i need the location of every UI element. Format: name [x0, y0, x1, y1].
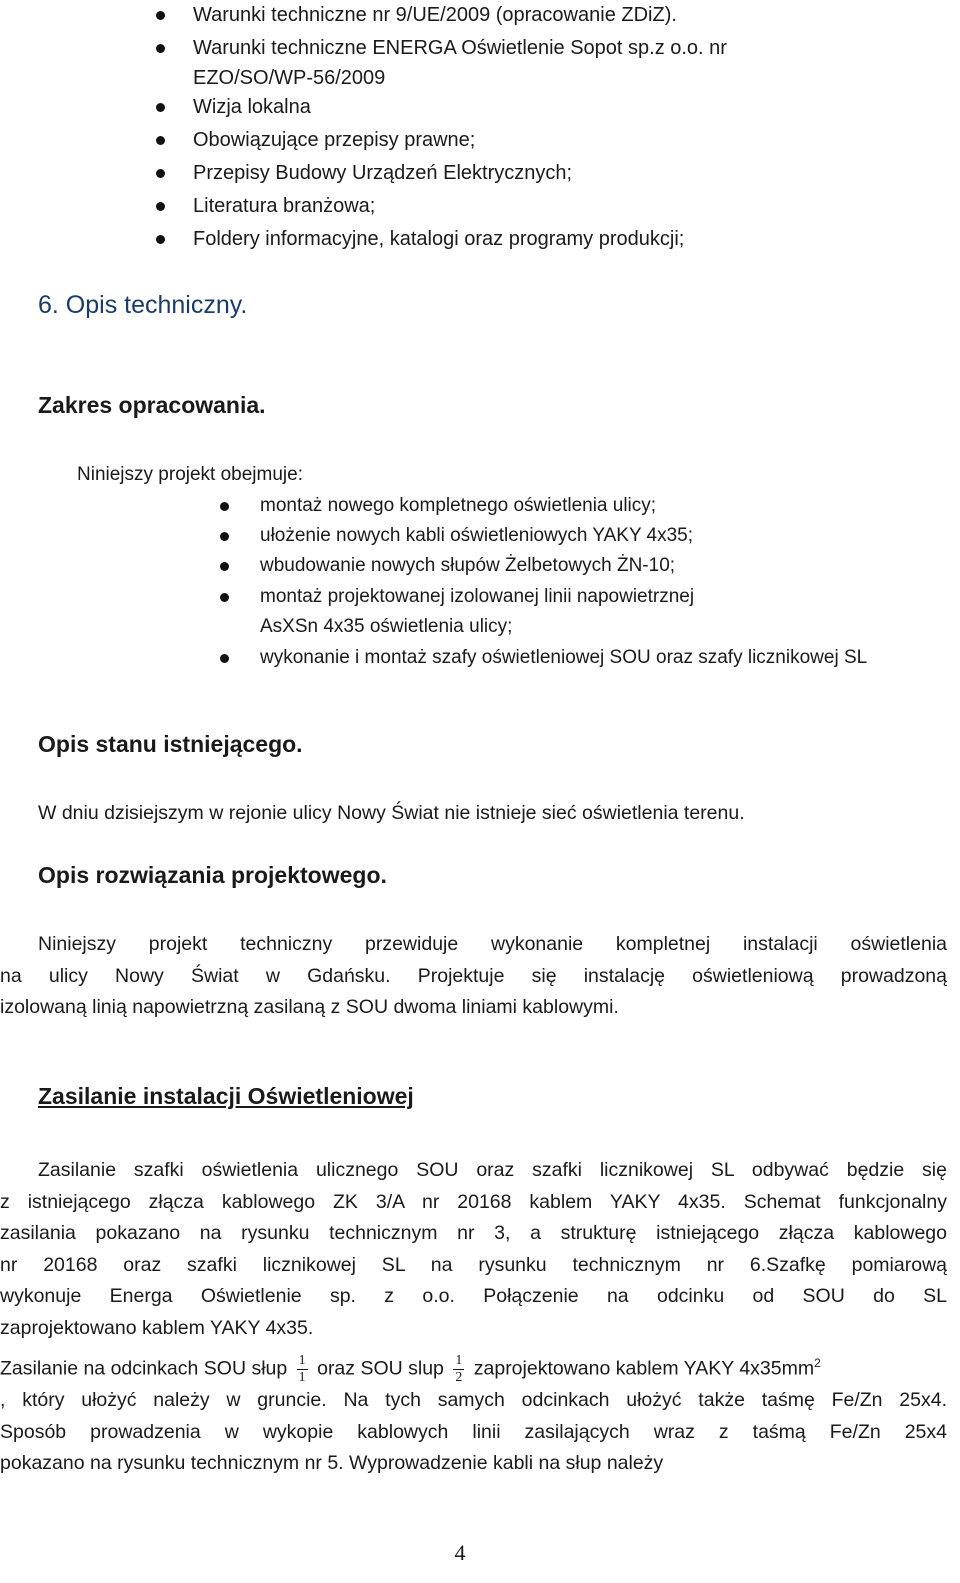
superscript: 2 — [814, 1356, 821, 1370]
list-item: Warunki techniczne ENERGA Oświetlenie Sopot sp.z o.o. nr — [193, 34, 727, 62]
list-item: Przepisy Budowy Urządzeń Elektrycznych; — [193, 159, 572, 187]
section-title: 6. Opis techniczny. — [38, 291, 248, 319]
text-line: Sposób prowadzenia w wykopie kablowych linii zasilających wraz z taśmą Fe/Zn 25x4 — [0, 1420, 947, 1443]
design-paragraph — [0, 929, 947, 1024]
existing-text — [38, 798, 947, 830]
text-line: nr 20168 oraz szafki licznikowej SL na rysunku technicznym nr 6.Szafkę pomiarową — [0, 1253, 947, 1276]
list-item: Obowiązujące przepisy prawne; — [193, 126, 475, 154]
text-line: Zasilanie na odcinkach SOU słup — [0, 1357, 288, 1380]
page-number: 4 — [454, 1540, 466, 1565]
fraction-numerator: 1 — [455, 1352, 463, 1368]
supply-paragraph — [0, 1155, 947, 1345]
text-line: izolowaną linią napowietrzną zasilaną z SOU dwoma liniami kablowymi. — [0, 996, 619, 1019]
fraction-numerator: 1 — [298, 1352, 306, 1368]
fraction-denominator: 2 — [455, 1369, 463, 1385]
text-line: zaprojektowano kablem YAKY 4x35. — [0, 1316, 314, 1339]
list-item: Warunki techniczne nr 9/UE/2009 (opracowanie ZDiZ). — [193, 1, 677, 29]
supply-paragraph-continued — [0, 1385, 947, 1480]
scope-heading: Zakres opracowania. — [38, 392, 266, 418]
list-item: montaż projektowanej izolowanej linii napowietrznej — [260, 584, 694, 610]
fraction — [453, 1353, 464, 1386]
list-item: Foldery informacyjne, katalogi oraz programy produkcji; — [193, 225, 684, 253]
text-line: z istniejącego złącza kablowego ZK 3/A nr 20168 kablem YAKY 4x35. Schemat funkcjonalny — [0, 1190, 947, 1213]
text-line: , który ułożyć należy w gruncie. Na tych samych odcinkach ułożyć także taśmę Fe/Zn 25x4. — [0, 1389, 947, 1411]
fraction-denominator: 1 — [298, 1369, 306, 1385]
list-item-continuation: AsXSn 4x35 oświetlenia ulicy; — [260, 616, 513, 637]
list-item: wbudowanie nowych słupów Żelbetowych ŻN-10; — [260, 553, 675, 579]
text-line: oraz SOU slup — [317, 1357, 444, 1380]
text-line: wykonuje Energa Oświetlenie sp. z o.o. Połączenie na odcinku od SOU do SL — [0, 1285, 947, 1308]
text-line: pokazano na rysunku technicznym nr 5. Wyprowadzenie kabli na słup należy — [0, 1452, 664, 1475]
supply-heading: Zasilanie instalacji Oświetleniowej — [38, 1083, 414, 1109]
list-item: montaż nowego kompletnego oświetlenia ulicy; — [260, 493, 656, 519]
text-line: na ulicy Nowy Świat w Gdańsku. Projektuje się instalację oświetleniową prowadzoną — [0, 964, 947, 987]
text-line: Zasilanie szafki oświetlenia ulicznego SOU oraz szafki licznikowej SL odbywać będzie się — [38, 1159, 947, 1181]
existing-heading: Opis stanu istniejącego. — [38, 731, 303, 757]
scope-intro: Niniejszy projekt obejmuje: — [77, 464, 303, 485]
list-item: ułożenie nowych kabli oświetleniowych YAKY 4x35; — [260, 523, 693, 549]
list-item: Wizja lokalna — [193, 93, 311, 121]
text-line: zaprojektowano kablem YAKY 4x35mm — [473, 1357, 815, 1380]
text-line: zasilania pokazano na rysunku technicznym nr 3, a strukturę istniejącego złącza kablowego — [0, 1222, 947, 1245]
design-heading: Opis rozwiązania projektowego. — [38, 862, 387, 888]
list-item: wykonanie i montaż szafy oświetleniowej SOU oraz szafy licznikowej SL — [260, 645, 867, 671]
text-line: W dniu dzisiejszym w rejonie ulicy Nowy Świat nie istnieje sieć oświetlenia terenu. — [38, 802, 745, 824]
supply-formula-line — [0, 1343, 947, 1389]
text-line: Niniejszy projekt techniczny przewiduje wykonanie kompletnej instalacji oświetlenia — [38, 933, 947, 955]
list-item-continuation: EZO/SO/WP-56/2009 — [193, 67, 386, 89]
fraction — [297, 1353, 308, 1386]
list-item: Literatura branżowa; — [193, 192, 375, 220]
